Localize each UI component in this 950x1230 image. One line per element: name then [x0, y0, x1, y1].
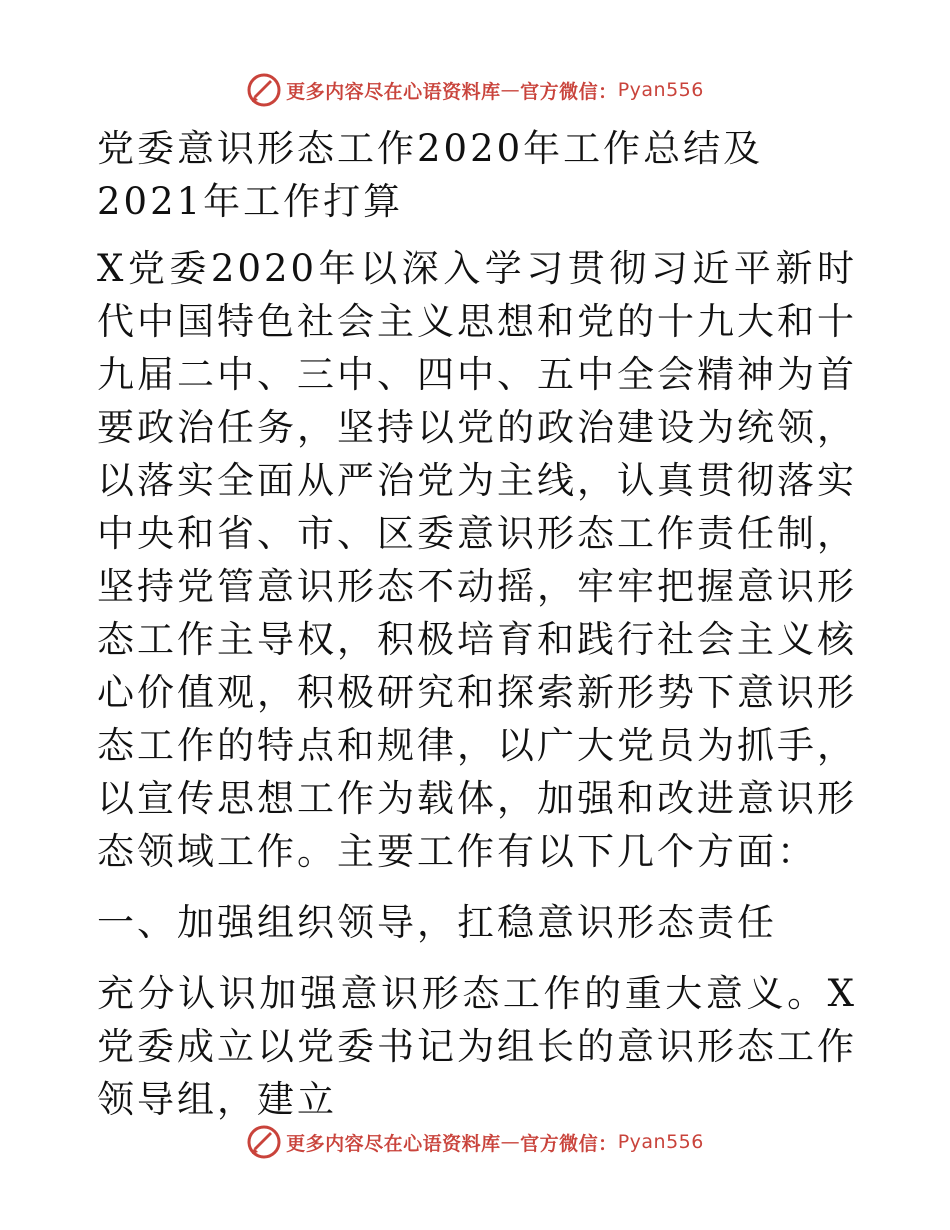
- footer-banner: [0, 1124, 950, 1160]
- banner-separator: —: [500, 1131, 521, 1153]
- quill-pen-logo-icon: [246, 1124, 282, 1160]
- wechat-id: Pyan556: [617, 1131, 704, 1153]
- document-title: 党委意识形态工作2020年工作总结及2021年工作打算: [97, 127, 764, 223]
- banner-separator: —: [500, 79, 521, 101]
- banner-text: 更多内容尽在心语资料库: [286, 1132, 501, 1155]
- section-1-paragraph: 充分认识加强意识形态工作的重大意义。X党委成立以党委书记为组长的意识形态工作领导组，建立: [97, 972, 857, 1121]
- wechat-id: Pyan556: [617, 79, 704, 101]
- document-body: [97, 122, 857, 1144]
- banner-text: 更多内容尽在心语资料库: [286, 80, 501, 103]
- section-1-heading: 一、加强组织领导，扛稳意识形态责任: [97, 901, 777, 944]
- intro-paragraph: X党委2020年以深入学习贯彻习近平新时代中国特色社会主义思想和党的十九大和十九届二中、三中、四中、五中全会精神为首要政治任务，坚持以党的政治建设为统领，以落实全面从严治党为主线，认真贯彻落实中央和省、市、区委意识形态工作责任制，坚持党管意识形态不动摇，牢牢把握意识形态工作主导权，积极培育和践行社会主义核心价值观，积极研究和探索新形势下意识形态工作的特点和规律，以广大党员为抓手，以宣传思想工作为载体，加强和改进意识形态领域工作。主要工作有以下几个方面：: [97, 247, 857, 873]
- banner-label: 官方微信：: [520, 1132, 618, 1155]
- header-banner: [0, 72, 950, 108]
- banner-label: 官方微信：: [520, 80, 618, 103]
- quill-pen-logo-icon: [246, 72, 282, 108]
